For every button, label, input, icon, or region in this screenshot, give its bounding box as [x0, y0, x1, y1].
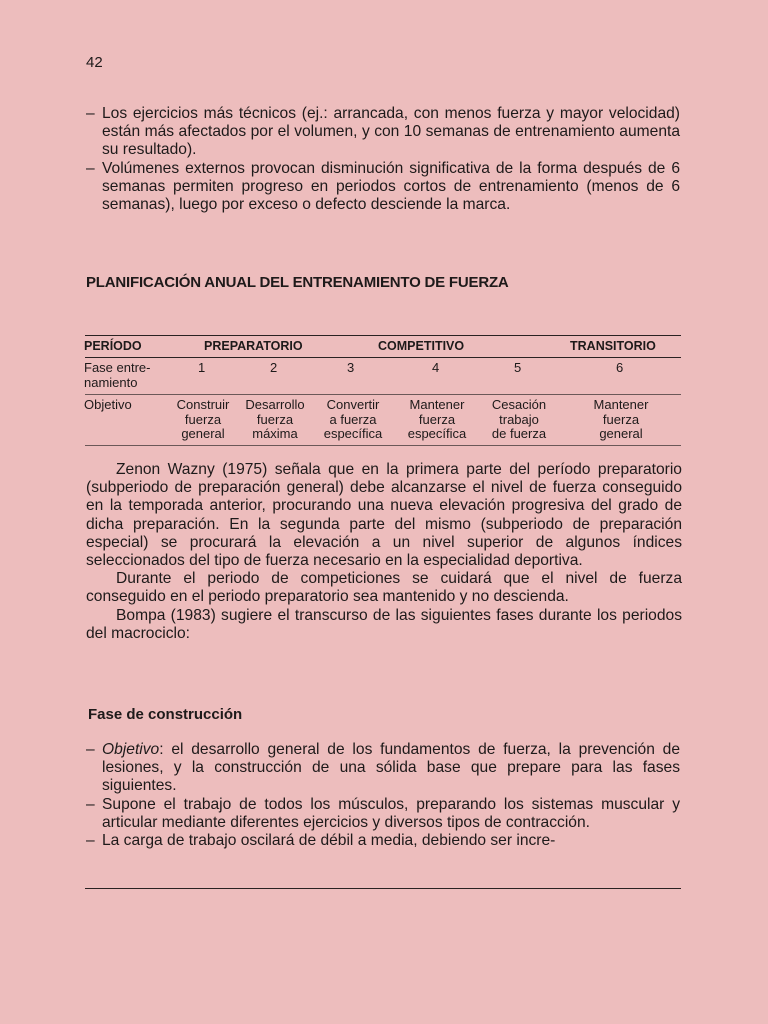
objective-line: Mantener	[593, 397, 649, 412]
objective-line: Convertir	[326, 397, 380, 412]
objective-line: trabajo	[499, 411, 539, 427]
page-number: 42	[86, 54, 103, 71]
phase-label	[84, 361, 150, 390]
objective-line: general	[181, 426, 225, 441]
objective-line: fuerza	[256, 411, 294, 427]
objective-line: Desarrollo	[245, 397, 305, 412]
objective-line: a fuerza	[329, 411, 377, 427]
list-item	[86, 160, 680, 215]
objective-line: máxima	[252, 426, 298, 441]
bullet-text: Los ejercicios más técnicos (ej.: arrancada, con menos fuerza y mayor velocidad) están más afectados por el volumen, y con 10 semanas de entrenamiento aumenta su resultado).	[102, 105, 680, 159]
phase-number: 6	[616, 360, 624, 375]
intro-bullet-list	[86, 105, 680, 214]
row-rule	[85, 394, 681, 395]
phase-number: 5	[514, 360, 522, 375]
bullet-marker: –	[86, 795, 95, 813]
list-item	[86, 741, 680, 796]
bullet-text: Supone el trabajo de todos los músculos, preparando los sistemas muscular y articular mediante diferentes ejercicios y diversos tipos de contracción.	[102, 795, 680, 831]
table-bottom-rule	[85, 445, 681, 446]
subsection-title: Fase de construcción	[88, 706, 243, 723]
objective-label: Objetivo	[84, 397, 132, 412]
phase-number: 1	[198, 360, 206, 375]
footer-rule	[85, 888, 681, 889]
objective-line: específica	[407, 426, 467, 441]
bullet-marker: –	[86, 105, 95, 122]
phase-number: 4	[432, 360, 440, 375]
phase-number: 3	[347, 360, 355, 375]
objective-line: específica	[323, 426, 383, 441]
bullet-text: Volúmenes externos provocan disminución significativa de la forma después de 6 semanas permiten progreso en periodos cortos de entrenamiento (menos de 6 semanas), luego por exceso o defecto desciende la marca.	[102, 159, 680, 214]
header-period: PERÍODO	[84, 339, 142, 353]
objective-line: general	[599, 426, 643, 441]
body-text	[86, 461, 682, 643]
paragraph: Durante el periodo de competiciones se cuidará que el nivel de fuerza conseguido en el periodo preparatorio sea mantenido y no descienda.	[86, 570, 682, 606]
objective-cell	[170, 398, 236, 442]
objective-line: de fuerza	[491, 426, 547, 441]
bullet-marker: –	[86, 832, 95, 850]
bullet-marker: –	[86, 159, 95, 177]
header-preparatory: PREPARATORIO	[204, 339, 303, 353]
objective-line: Construir	[176, 397, 230, 412]
objective-line: Mantener	[409, 397, 465, 412]
phase-label-line: Fase entre-	[84, 360, 151, 375]
bullet-lead: Objetivo	[102, 741, 160, 758]
header-transitional: TRANSITORIO	[570, 339, 656, 353]
objective-line: fuerza	[418, 411, 456, 427]
phase-bullet-list	[86, 741, 680, 850]
objective-cell	[584, 398, 658, 442]
phase-number: 2	[270, 360, 278, 375]
bullet-marker: –	[86, 741, 95, 758]
section-title: PLANIFICACIÓN ANUAL DEL ENTRENAMIENTO DE FUERZA	[86, 274, 509, 291]
bullet-text: : el desarrollo general de los fundamentos de fuerza, la prevención de lesiones, y la construcción de una sólida base que prepare para las fases siguientes.	[102, 741, 680, 795]
objective-line: fuerza	[602, 411, 640, 427]
objective-cell	[398, 398, 476, 442]
objective-line: Cesación	[491, 397, 547, 412]
phase-label-line: namiento	[84, 374, 138, 390]
list-item	[86, 832, 680, 850]
list-item	[86, 796, 680, 832]
list-item	[86, 105, 680, 160]
paragraph: Zenon Wazny (1975) señala que en la primera parte del período preparatorio (subperiodo de preparación general) debe alcanzarse el nivel de fuerza conseguido en la temporada anterior, procurando una nueva elevación progresiva del grado de dicha preparación. En la segunda parte del mismo (subperiodo de preparación especial) se procurará la elevación a un nivel superior de algunos índices seleccionados del tipo de fuerza necesario en la especialidad deportiva.	[86, 461, 682, 570]
paragraph: Bompa (1983) sugiere el transcurso de las siguientes fases durante los periodos del macrociclo:	[86, 606, 682, 642]
header-competitive: COMPETITIVO	[378, 339, 465, 353]
table-top-rule	[85, 335, 681, 336]
objective-line: fuerza	[184, 411, 222, 427]
header-rule	[85, 357, 681, 358]
objective-cell	[484, 398, 554, 442]
objective-cell	[315, 398, 391, 442]
bullet-text: La carga de trabajo oscilará de débil a media, debiendo ser incre-	[102, 832, 556, 850]
objective-cell	[240, 398, 310, 442]
